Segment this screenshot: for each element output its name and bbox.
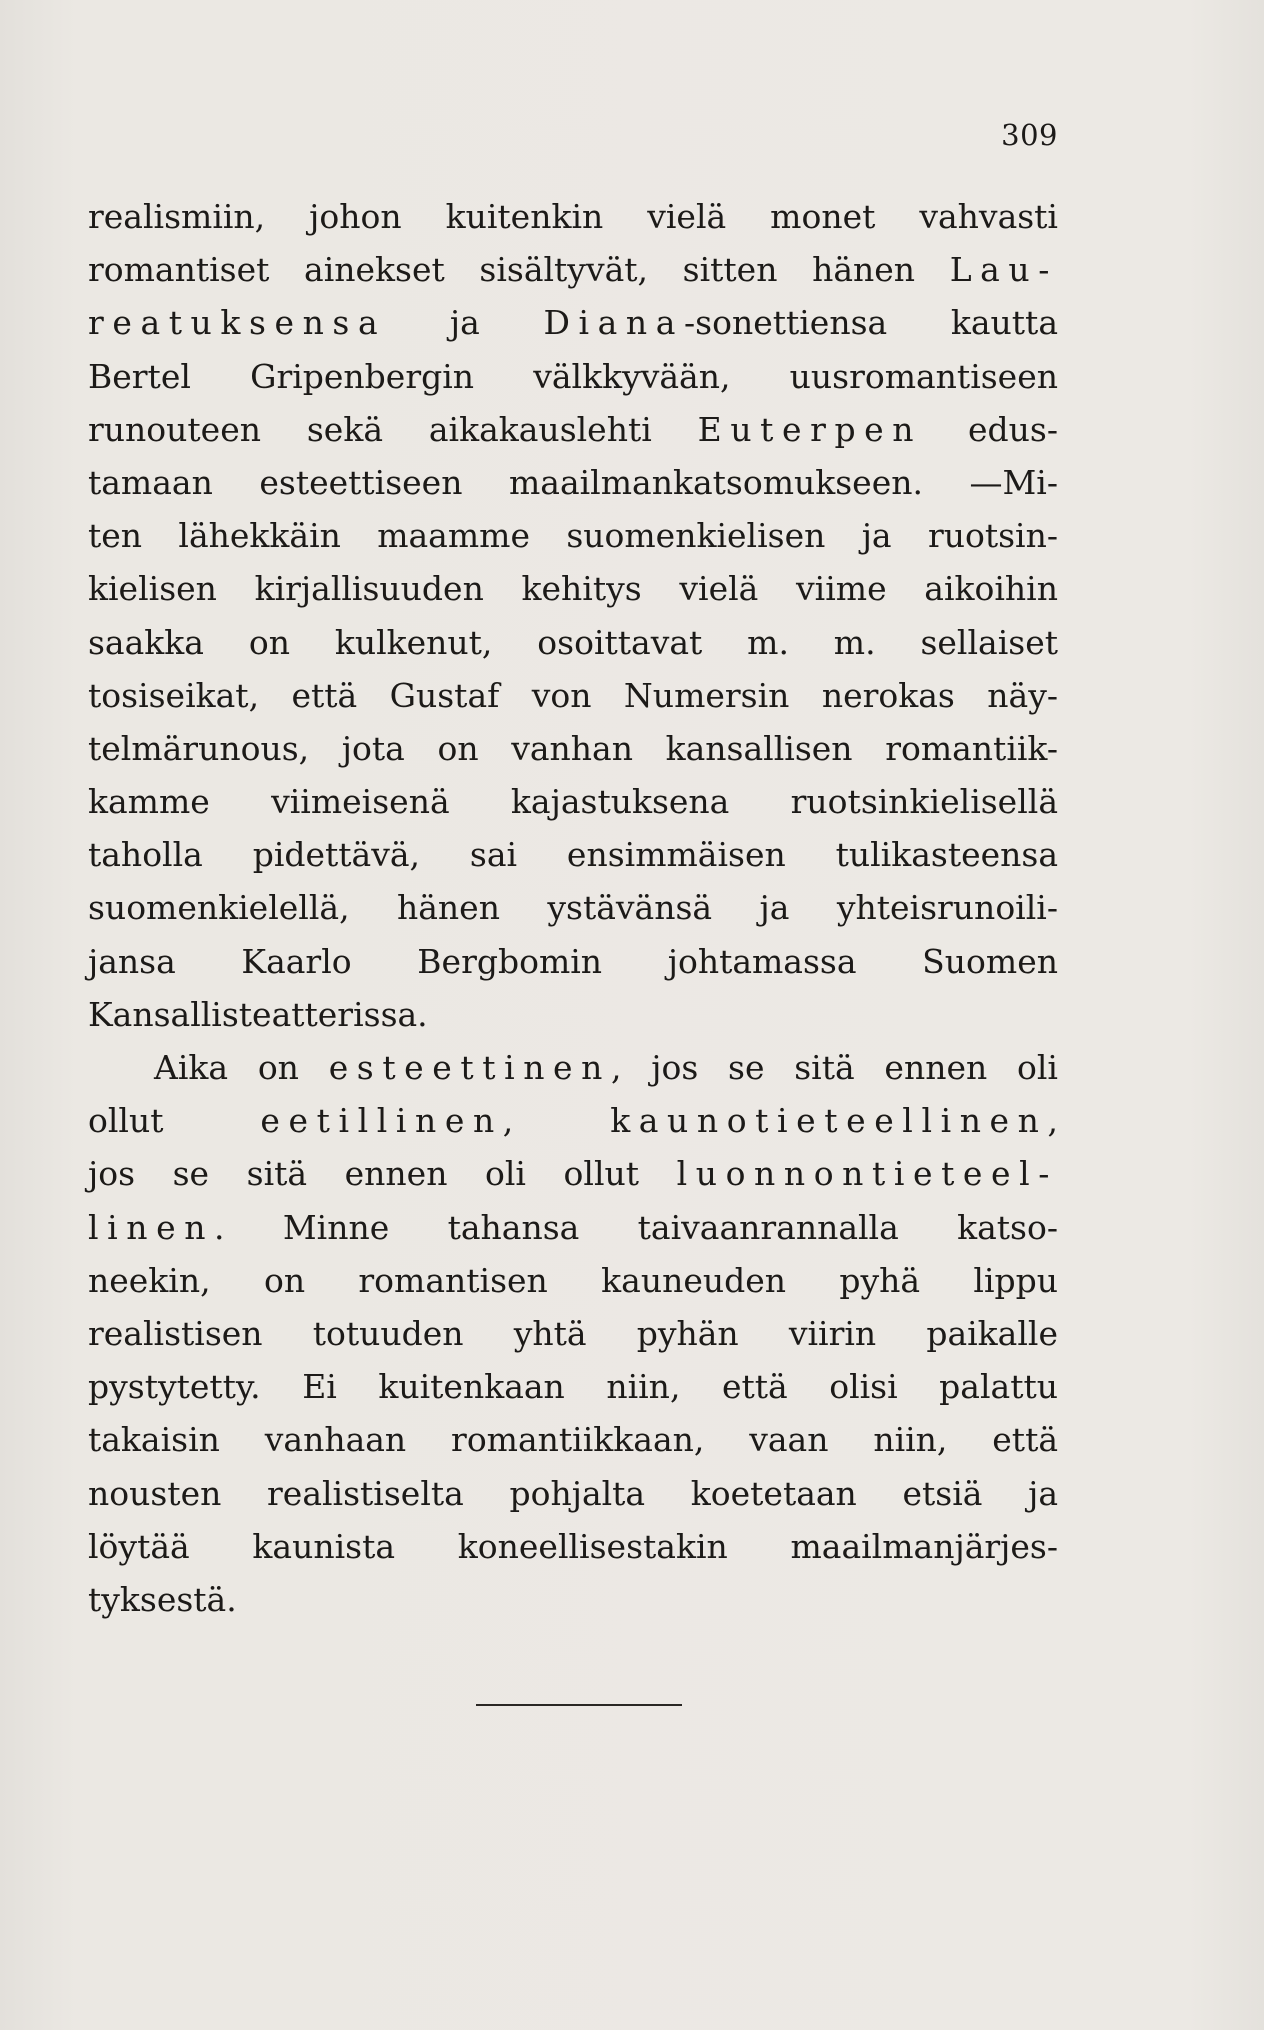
emphasized-text: linen — [88, 1207, 215, 1247]
text-line — [88, 1254, 1058, 1307]
text-line — [88, 669, 1058, 722]
text-run: löytää kaunista koneellisestakin maailmanjärjes- — [88, 1526, 1058, 1566]
text-run: ten lähekkäin maamme suomenkielisen ja ruotsin- — [88, 516, 1058, 556]
text-line — [88, 828, 1058, 881]
text-line — [88, 1147, 1058, 1200]
text-run: saakka on kulkenut, osoittavat m. m. sellaiset — [88, 622, 1058, 662]
text-run: , — [502, 1101, 611, 1141]
text-line — [88, 456, 1058, 509]
text-run: realistisen totuuden yhtä pyhän viirin paikalle — [88, 1313, 1058, 1353]
text-line — [88, 243, 1058, 296]
text-run: Kansallisteatterissa. — [88, 994, 428, 1034]
text-line — [88, 296, 1058, 349]
text-run: tamaan esteettiseen maailmankatsomukseen. —Mi- — [88, 462, 1058, 502]
text-run: jos se sitä ennen oli ollut — [88, 1154, 677, 1194]
text-line — [88, 350, 1058, 403]
text-line — [88, 1573, 1058, 1626]
text-line — [88, 1520, 1058, 1573]
text-line — [88, 722, 1058, 775]
text-run: -sonettiensa kautta — [683, 303, 1058, 343]
text-run: ollut — [88, 1101, 261, 1141]
text-run: . Minne tahansa taivaanrannalla katso- — [214, 1207, 1058, 1247]
emphasized-text: esteettinen — [328, 1048, 611, 1087]
text-run: neekin, on romantisen kauneuden pyhä lippu — [88, 1260, 1058, 1300]
text-line — [88, 1094, 1058, 1147]
emphasized-text: eetillinen — [260, 1101, 503, 1141]
text-run: Bertel Gripenbergin välkkyvään, uusromantiseen — [88, 356, 1058, 396]
text-run: nousten realistiselta pohjalta koetetaan etsiä ja — [88, 1473, 1058, 1513]
emphasized-text: Euterpen — [697, 409, 923, 449]
text-line — [88, 775, 1058, 828]
text-run: Aika on — [154, 1048, 329, 1087]
text-run: tosiseikat, että Gustaf von Numersin nerokas näy- — [88, 675, 1058, 715]
text-line — [88, 935, 1058, 988]
emphasized-text: Lau- — [949, 250, 1058, 290]
text-run: telmärunous, jota on vanhan kansallisen romantiik- — [88, 728, 1058, 768]
emphasized-text: kaunotieteellinen — [610, 1101, 1048, 1141]
text-run: , — [1047, 1101, 1058, 1141]
emphasized-text: Diana — [543, 303, 684, 343]
text-run: kamme viimeisenä kajastuksena ruotsinkielisellä — [88, 782, 1058, 822]
text-line — [88, 1041, 1058, 1094]
text-run: taholla pidettävä, sai ensimmäisen tulikasteensa — [88, 835, 1058, 875]
text-run: jansa Kaarlo Bergbomin johtamassa Suomen — [88, 941, 1058, 981]
text-line — [88, 1467, 1058, 1520]
text-run: ja — [386, 303, 544, 343]
text-line — [88, 1360, 1058, 1413]
text-run: runouteen sekä aikakauslehti — [88, 409, 698, 449]
emphasized-text: luonnontieteel- — [676, 1154, 1058, 1194]
text-run: pystytetty. Ei kuitenkaan niin, että olisi palattu — [88, 1367, 1058, 1407]
text-run: edus- — [922, 409, 1058, 449]
page-number: 309 — [1001, 118, 1058, 152]
text-line — [88, 1201, 1058, 1254]
text-line — [88, 616, 1058, 669]
text-run: realismiin, johon kuitenkin vielä monet vahvasti — [88, 197, 1058, 236]
text-run: romantiset ainekset sisältyvät, sitten hänen — [88, 250, 950, 290]
text-line — [88, 1307, 1058, 1360]
text-line — [88, 1413, 1058, 1466]
text-line — [88, 509, 1058, 562]
emphasized-text: reatuksensa — [88, 303, 387, 343]
text-run: takaisin vanhaan romantiikkaan, vaan niin, että — [88, 1420, 1058, 1460]
text-line — [88, 881, 1058, 934]
text-run: suomenkielellä, hänen ystävänsä ja yhteisrunoili- — [88, 888, 1058, 928]
text-line — [88, 562, 1058, 615]
text-line — [88, 190, 1058, 243]
section-divider — [476, 1704, 682, 1706]
text-line — [88, 988, 1058, 1041]
text-run: , jos se sitä ennen oli — [610, 1048, 1058, 1087]
text-line — [88, 403, 1058, 456]
body-text — [88, 190, 1058, 1626]
text-run: kielisen kirjallisuuden kehitys vielä viime aikoihin — [88, 569, 1058, 609]
text-run: tyksestä. — [88, 1579, 237, 1619]
